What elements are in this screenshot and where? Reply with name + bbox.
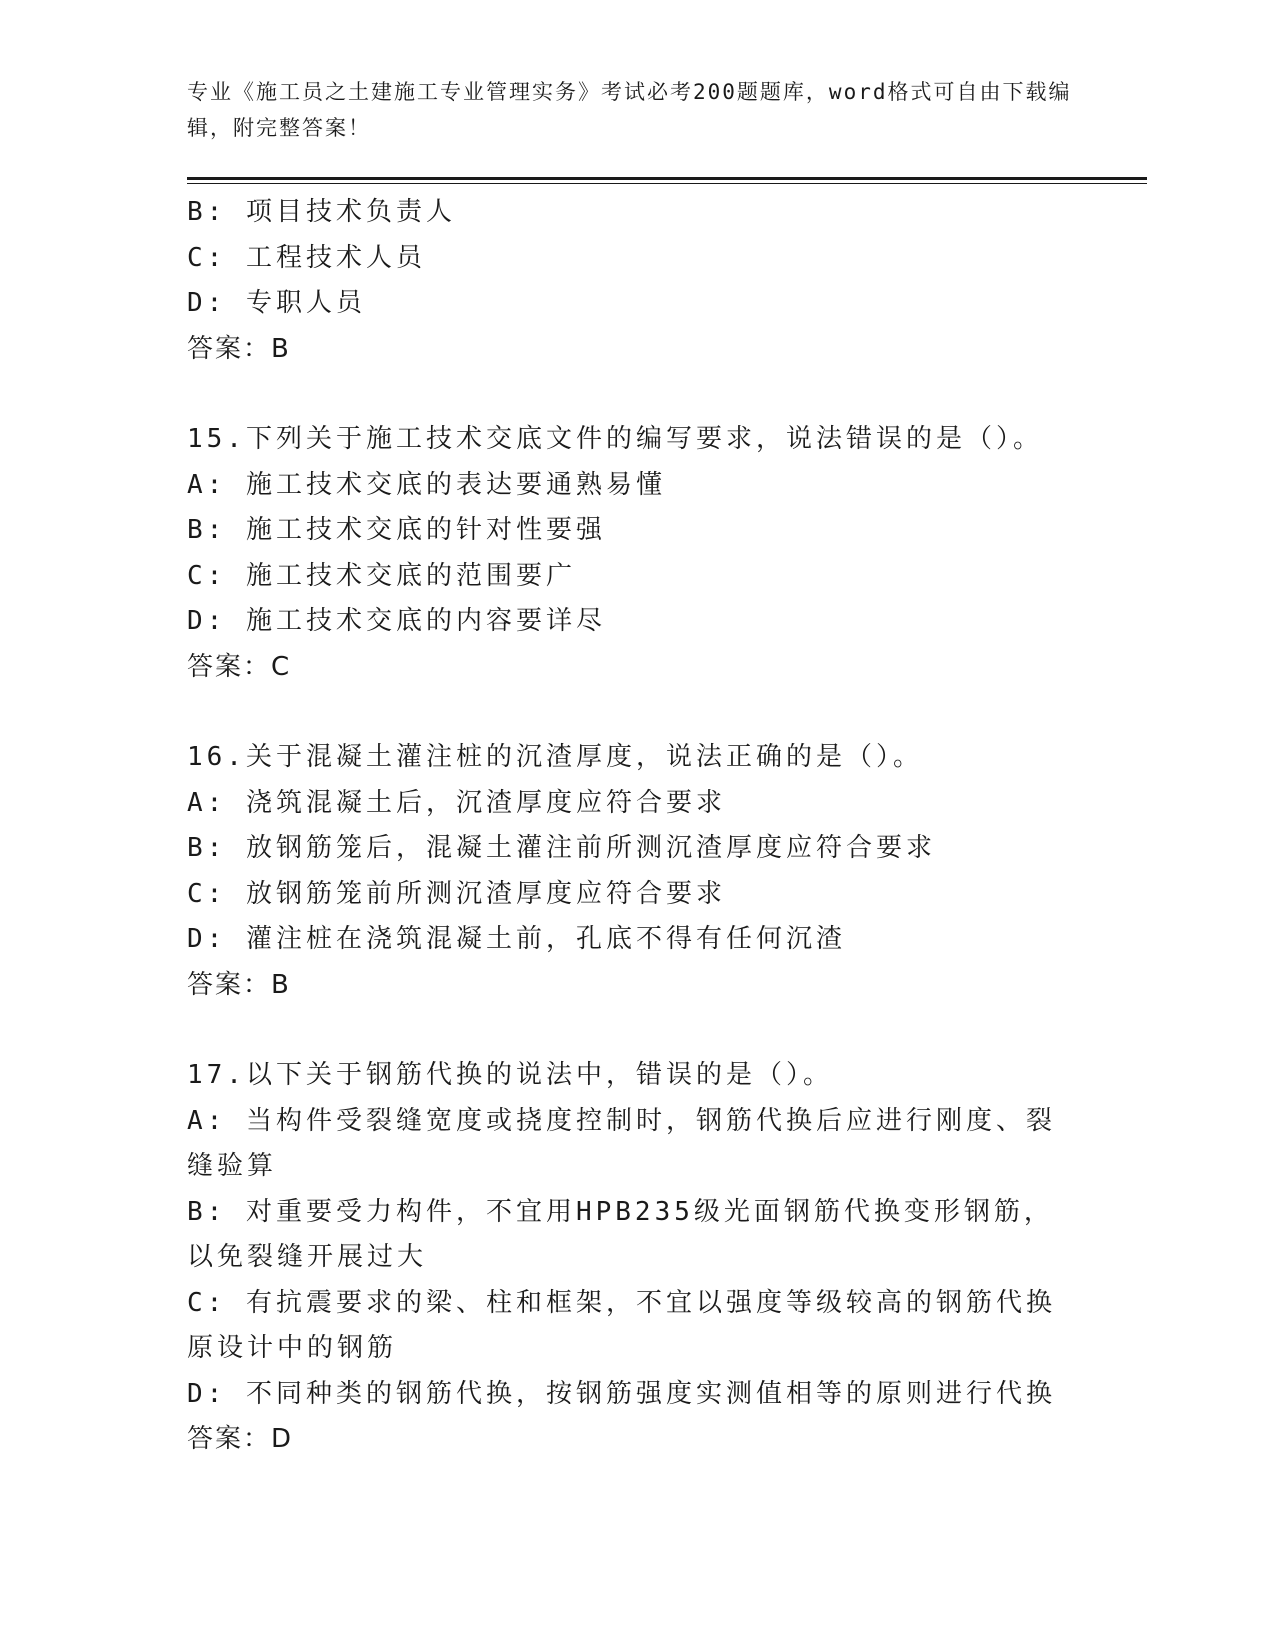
spacer — [187, 372, 1077, 417]
option-b: B: 项目技术负责人 — [187, 197, 456, 227]
option-b: B: 对重要受力构件，不宜用HPB235级光面钢筋代换变形钢筋，以免裂缝开展过大 — [187, 1196, 1054, 1272]
option-b: B: 施工技术交底的针对性要强 — [187, 515, 606, 545]
document-header: 专业《施工员之土建施工专业管理实务》考试必考200题题库，word格式可自由下载编辑，附完整答案！ — [187, 80, 1072, 140]
header-rule-thin — [187, 183, 1147, 184]
question-stem: 16.关于混凝土灌注桩的沉渣厚度，说法正确的是（）。 — [187, 742, 923, 772]
question-stem: 17.以下关于钢筋代换的说法中，错误的是（）。 — [187, 1060, 833, 1090]
option-d: D: 施工技术交底的内容要详尽 — [187, 606, 606, 636]
question-15 — [187, 417, 1077, 690]
question-stem: 15.下列关于施工技术交底文件的编写要求，说法错误的是（）。 — [187, 424, 1043, 454]
document-body — [187, 190, 1077, 1463]
header-rule-thick — [187, 177, 1147, 180]
option-a: A: 浇筑混凝土后，沉渣厚度应符合要求 — [187, 787, 726, 818]
option-a: A: 当构件受裂缝宽度或挠度控制时，钢筋代换后应进行刚度、裂缝验算 — [187, 1105, 1056, 1181]
answer: 答案：B — [187, 333, 291, 364]
option-c: C: 有抗震要求的梁、柱和框架，不宜以强度等级较高的钢筋代换原设计中的钢筋 — [187, 1287, 1056, 1363]
answer: 答案：B — [187, 969, 291, 1000]
option-c: C: 施工技术交底的范围要广 — [187, 560, 576, 591]
option-b: B: 放钢筋笼后，混凝土灌注前所测沉渣厚度应符合要求 — [187, 833, 936, 863]
question-17 — [187, 1053, 1077, 1463]
previous-question-tail — [187, 190, 1077, 372]
answer: 答案：C — [187, 651, 292, 682]
option-a: A: 施工技术交底的表达要通熟易懂 — [187, 469, 666, 500]
spacer — [187, 690, 1077, 735]
option-d: D: 不同种类的钢筋代换，按钢筋强度实测值相等的原则进行代换 — [187, 1378, 1056, 1409]
option-c: C: 工程技术人员 — [187, 242, 426, 273]
question-16 — [187, 735, 1077, 1008]
spacer — [187, 1008, 1077, 1053]
option-c: C: 放钢筋笼前所测沉渣厚度应符合要求 — [187, 878, 726, 909]
option-d: D: 专职人员 — [187, 288, 366, 318]
answer: 答案：D — [187, 1424, 294, 1454]
option-d: D: 灌注桩在浇筑混凝土前，孔底不得有任何沉渣 — [187, 924, 846, 954]
